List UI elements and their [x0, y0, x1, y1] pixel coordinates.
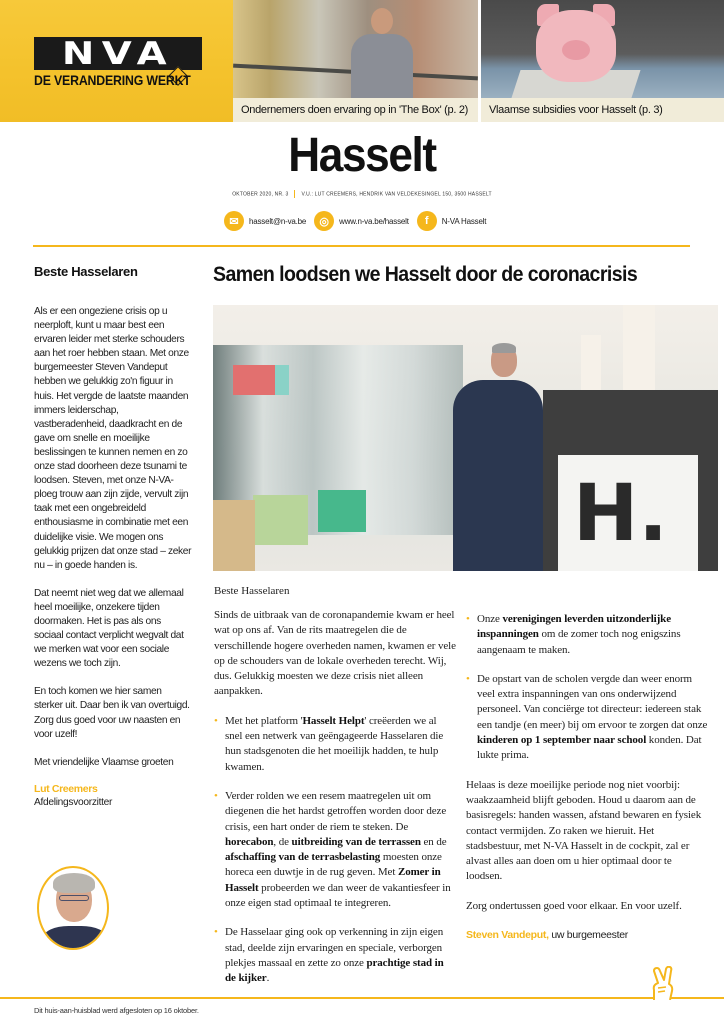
mail-icon: ✉: [224, 211, 244, 231]
article-signer-role: uw burgemeester: [548, 929, 628, 942]
text: konden. Dat lukte prima.: [477, 734, 702, 762]
text: De opstart van de scholen vergde dan weer enorm veel extra inspanningen van ons onderwijzend personeel. Van conciërge tot directeur: iedereen stak een tandje (en meer) bij om ervoor te zorgen dat onze: [477, 672, 708, 731]
nva-logo[interactable]: [34, 37, 202, 70]
contact-email-label: hasselt@n-va.be: [249, 216, 307, 226]
teaser-link-subsidies[interactable]: Vlaamse subsidies voor Hasselt (p. 3): [481, 98, 724, 122]
bold-text: kinderen op 1 september naar school: [477, 734, 647, 747]
article-column-left: [214, 608, 456, 1001]
contact-website-label: www.n-va.be/hasselt: [339, 216, 409, 226]
text: Met het platform ': [225, 714, 303, 727]
photo-h-letter: H.: [573, 469, 668, 559]
photo-person-body: [453, 380, 543, 571]
page-title: Hasselt: [288, 129, 436, 182]
photo-sign: [233, 365, 275, 395]
masthead-brand-panel: [0, 0, 233, 122]
photo-person-body: [351, 34, 413, 98]
publisher-info: V.U.: LUT CREEMERS, HENDRIK VAN VELDEKESINGEL 150, 3500 HASSELT: [301, 191, 492, 198]
text: Verder rolden we een resem maatregelen uit om diegenen die het hardst getroffen worden door deze crisis, een hart onder de riem te steken. De: [225, 789, 447, 833]
article-bullet: [466, 672, 708, 764]
avatar-hair: [53, 873, 95, 893]
text: ' creëerden we al snel een netwerk van geëngageerde Hasselaren die hun stadsgenoten die het moeilijk hadden, te hulp kwamen.: [225, 714, 444, 773]
article-closing: Helaas is deze moeilijke periode nog niet voorbij: waakzaamheid blijft geboden. Houd u daarom aan de basisregels: handen wassen, afstand bewaren en fysiek contact vermijden. Zo raken we hieruit. Het stadsbestuur, met N-VA Hasselt in de cockpit, zal er alvast alles aan doen om u hier optimaal door te loodsen.: [466, 778, 702, 883]
sidebar-signer-name: Lut Creemers: [34, 782, 98, 795]
contact-row: [224, 209, 494, 233]
sidebar-paragraph: En toch komen we hier samen sterker uit. Daar ben ik van overtuigd. Zorg dus goed voor uw naasten en voor uzelf!: [34, 686, 190, 740]
sidebar-paragraph: Dat neemt niet weg dat we allemaal heel moeilijke, onzekere tijden doormaken. Het is pas als ons sociaal contact verplicht wegvalt dat we merken wat voor een sociale wezens we toch zijn.: [34, 587, 184, 670]
text: probeerden we dan weer de vakantiesfeer in onze eigen stad optimaal te integreren.: [225, 881, 451, 910]
article-intro: Sinds de uitbraak van de coronapandemie kwam er heel wat op ons af. Van de rits maatregelen die de verschillende hogere overheden namen, kwamen er vele op de schouders van de lokale overheden terecht. Wij, dus. Gelukkig moesten we deze crisis niet alleen aanpakken.: [214, 609, 456, 698]
contact-facebook-label: N-VA Hasselt: [441, 216, 487, 226]
bold-text: horecabon: [225, 835, 274, 848]
text: en de: [420, 835, 447, 848]
facebook-icon: f: [417, 211, 437, 231]
photo-chair: [253, 495, 308, 545]
photo-person-hair: [492, 343, 516, 353]
article-final: Zorg ondertussen goed voor elkaar. En voor uzelf.: [466, 899, 682, 912]
sidebar-heading: Beste Hasselaren: [34, 264, 138, 279]
divider-bottom: [0, 997, 724, 999]
photo-pig-snout: [562, 40, 590, 60]
text: .: [266, 972, 270, 985]
article-bullet: [214, 714, 456, 775]
tagline: DE VERANDERING WERKT: [34, 72, 191, 88]
footer-note: Dit huis-aan-huisblad werd afgesloten op 16 oktober.: [34, 1006, 199, 1015]
globe-icon: ◎: [314, 211, 334, 231]
sidebar-body: [34, 305, 192, 810]
photo-column: [581, 335, 601, 390]
photo-chair: [213, 500, 255, 571]
sidebar-paragraph: Als er een ongeziene crisis op u neerploft, kunt u maar best een ervaren leider met sterke schouders aan het roer hebben staan. Met onze burgemeester Steven Vandeput hebben we gelukkig zo'n figuur in huis. Het vergde de laatste maanden immers leiderschap, vastberadenheid, daadkracht en de gave om snelle en moeilijke beslissingen te kunnen nemen en zo onze stad doorheen deze tsunami te loodsen. Steven, met onze N-VA-ploeg trouw aan zijn zijde, vervult zijn taak met een ongebreideld enthousiasme in combinatie met een duidelijke visie. We mogen ons gelukkig prijzen dat onze stad – zeker nu – in goede handen is.: [34, 306, 192, 571]
text: om de zomer toch nog enigszins aangenaam te maken.: [477, 628, 681, 656]
bold-text: uitbreiding van de terrassen: [291, 835, 421, 848]
article-bullet: [214, 925, 456, 986]
bold-text: Zomer in Hasselt: [225, 866, 441, 894]
teaser-link-the-box[interactable]: Ondernemers doen ervaring op in 'The Box' (p. 2): [233, 98, 478, 122]
bold-text: Hasselt Helpt: [302, 714, 365, 727]
sidebar-greeting: Met vriendelijke Vlaamse groeten: [34, 756, 174, 768]
article-signoff: [466, 928, 708, 943]
article-salutation: Beste Hasselaren: [214, 585, 290, 597]
text: moesten onze horeca een duwtje in de rug geven. Met: [225, 851, 442, 879]
article-signer-name: Steven Vandeput,: [466, 929, 549, 942]
bold-text: prachtige stad in de kijker: [225, 956, 444, 985]
bold-text: afschaffing van de terrasbelasting: [225, 851, 381, 864]
article-headline: Samen loodsen we Hasselt door de coronacrisis: [213, 263, 638, 286]
text: Onze: [477, 613, 503, 625]
article-column-right: [466, 612, 708, 943]
avatar-glasses: [59, 895, 89, 901]
teaser-photo-entrepreneur[interactable]: [233, 0, 478, 98]
text: , de: [273, 835, 292, 848]
photo-chair: [318, 490, 366, 532]
issue-line: [0, 190, 724, 198]
contact-facebook[interactable]: [417, 211, 487, 231]
photo-sign: [275, 365, 289, 395]
bold-text: verenigingen leverden uitzonderlijke inspanningen: [477, 613, 671, 641]
teaser-photo-piggy-bank[interactable]: [481, 0, 724, 98]
article-bullet: [466, 612, 708, 658]
logo-text: NVA: [61, 36, 175, 72]
victory-hand-icon: [650, 966, 680, 1000]
divider-top: [33, 245, 690, 247]
issue-number: OKTOBER 2020, NR. 3: [232, 191, 289, 198]
sidebar-letter: [34, 264, 192, 810]
photo-person-head: [371, 8, 393, 34]
article-photo: [213, 305, 718, 571]
sidebar-signer-role: Afdelingsvoorzitter: [34, 796, 113, 808]
avatar: [37, 866, 109, 950]
avatar-shoulders: [43, 926, 107, 950]
photo-column: [623, 305, 655, 400]
article-bullet: [214, 789, 456, 911]
contact-website[interactable]: [314, 211, 409, 231]
divider: [294, 190, 295, 198]
contact-email[interactable]: [224, 211, 306, 231]
text: De Hasselaar ging ook op verkenning in zijn eigen stad, deelde zijn ervaringen en speciale, verborgen plekjes massaal en zette zo onze: [225, 926, 444, 969]
